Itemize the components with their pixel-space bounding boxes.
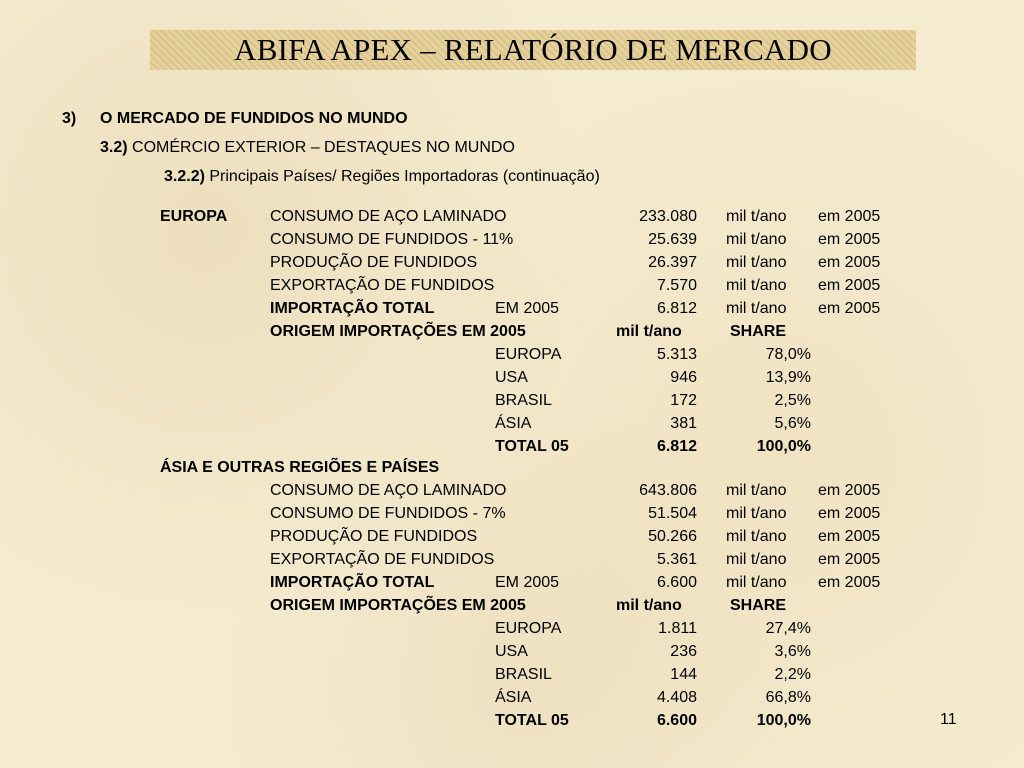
total-value: 6.600 [656,712,697,729]
import-total-year: EM 2005 [495,574,560,591]
metric-value: 7.570 [656,277,697,294]
origin-value: 1.811 [658,620,697,637]
metric-year: em 2005 [818,254,881,271]
origin-value: 172 [670,392,697,409]
origin-name: BRASIL [495,392,552,409]
origin-share: 78,0% [765,346,811,363]
import-total-value: 6.812 [656,300,697,317]
metric-label: PRODUÇÃO DE FUNDIDOS [270,528,478,545]
metric-year: em 2005 [818,208,881,225]
origin-header-label: ORIGEM IMPORTAÇÕES EM 2005 [270,597,526,614]
subheading [100,139,515,157]
import-total-year2: em 2005 [818,300,881,317]
metric-year: em 2005 [818,231,881,248]
metric-year: em 2005 [818,277,881,294]
metric-year: em 2005 [818,505,881,522]
page-number: 11 [940,711,957,728]
import-total-year2: em 2005 [818,574,881,591]
import-total-unit: mil t/ano [726,574,787,591]
metric-value: 26.397 [648,254,697,271]
origin-share: 66,8% [765,689,811,706]
origin-share: 5,6% [774,415,811,432]
origin-name: EUROPA [495,346,562,363]
origin-header-label: ORIGEM IMPORTAÇÕES EM 2005 [270,323,526,340]
metric-value: 51.504 [648,505,697,522]
total-share: 100,0% [756,712,811,729]
import-total-label: IMPORTAÇÃO TOTAL [270,574,435,591]
metric-unit: mil t/ano [726,254,787,271]
origin-share: 2,5% [774,392,811,409]
metric-year: em 2005 [818,528,881,545]
origin-value: 236 [670,643,697,660]
origin-value: 144 [670,666,697,683]
origin-name: USA [495,369,528,386]
import-total-year: EM 2005 [495,300,560,317]
origin-share: 2,2% [774,666,811,683]
import-total-unit: mil t/ano [726,300,787,317]
origin-share: 27,4% [765,620,811,637]
origin-name: EUROPA [495,620,562,637]
metric-unit: mil t/ano [726,528,787,545]
import-total-value: 6.600 [656,574,697,591]
total-label: TOTAL 05 [495,438,569,455]
metric-value: 50.266 [648,528,697,545]
metric-unit: mil t/ano [726,208,787,225]
metric-label: EXPORTAÇÃO DE FUNDIDOS [270,277,495,294]
metric-unit: mil t/ano [726,482,787,499]
origin-header-share: SHARE [730,597,787,614]
origin-name: USA [495,643,528,660]
metric-unit: mil t/ano [726,551,787,568]
metric-label: CONSUMO DE AÇO LAMINADO [270,208,507,225]
subheading-number: 3.2) [100,139,128,156]
metric-year: em 2005 [818,551,881,568]
origin-name: ÁSIA [495,415,532,432]
total-label: TOTAL 05 [495,712,569,729]
heading-text: O MERCADO DE FUNDIDOS NO MUNDO [100,110,408,127]
metric-unit: mil t/ano [726,231,787,248]
origin-name: ÁSIA [495,689,532,706]
heading-number: 3) [62,110,77,127]
import-total-label: IMPORTAÇÃO TOTAL [270,300,435,317]
subheading-text: COMÉRCIO EXTERIOR – DESTAQUES NO MUNDO [132,139,515,156]
origin-value: 946 [670,369,697,386]
metric-value: 25.639 [648,231,697,248]
metric-label: CONSUMO DE FUNDIDOS - 7% [270,505,506,522]
metric-year: em 2005 [818,482,881,499]
subsubheading-number: 3.2.2) [164,168,205,185]
origin-share: 3,6% [774,643,811,660]
origin-value: 5.313 [656,346,697,363]
title-banner [150,30,916,70]
origin-header-share: SHARE [730,323,787,340]
page-title: ABIFA APEX – RELATÓRIO DE MERCADO [234,32,832,67]
metric-label: PRODUÇÃO DE FUNDIDOS [270,254,478,271]
origin-header-unit: mil t/ano [616,597,682,614]
origin-value: 4.408 [656,689,697,706]
origin-share: 13,9% [765,369,811,386]
total-share: 100,0% [756,438,811,455]
metric-unit: mil t/ano [726,277,787,294]
origin-header-unit: mil t/ano [616,323,682,340]
metric-label: EXPORTAÇÃO DE FUNDIDOS [270,551,495,568]
metric-value: 233.080 [639,208,697,225]
total-value: 6.812 [656,438,697,455]
origin-value: 381 [670,415,697,432]
metric-label: CONSUMO DE AÇO LAMINADO [270,482,507,499]
metric-label: CONSUMO DE FUNDIDOS - 11% [270,231,514,248]
region-label: ÁSIA E OUTRAS REGIÕES E PAÍSES [160,459,440,476]
region-label: EUROPA [160,208,228,225]
metric-value: 5.361 [656,551,697,568]
metric-value: 643.806 [639,482,697,499]
metric-unit: mil t/ano [726,505,787,522]
origin-name: BRASIL [495,666,552,683]
subsubheading [164,168,600,186]
subsubheading-text: Principais Países/ Regiões Importadoras (continuação) [209,168,600,185]
